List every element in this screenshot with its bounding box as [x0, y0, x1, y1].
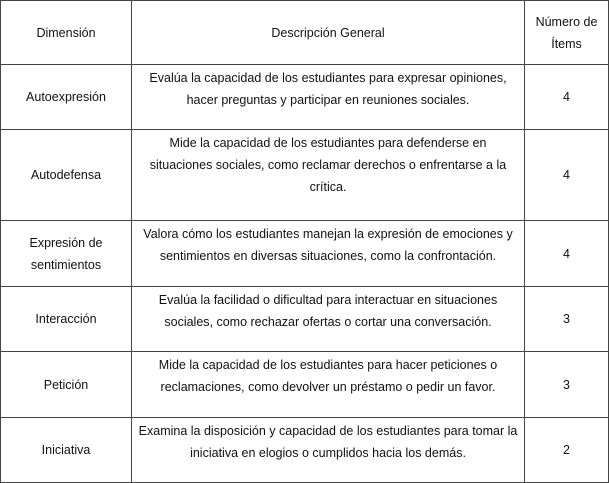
items-cell: 4	[525, 65, 609, 130]
dimension-cell: Autodefensa	[1, 130, 132, 221]
table-header-row	[1, 1, 609, 65]
description-cell: Evalúa la facilidad o dificultad para interactuar en situaciones sociales, como rechazar ofertas o cortar una conversación.	[132, 287, 525, 352]
header-dimension: Dimensión	[1, 1, 132, 65]
dimension-cell: Expresión de sentimientos	[1, 221, 132, 287]
dimension-cell: Interacción	[1, 287, 132, 352]
items-cell: 2	[525, 418, 609, 483]
table-row	[1, 287, 609, 352]
header-items: Número de Ítems	[525, 1, 609, 65]
items-cell: 4	[525, 130, 609, 221]
table-row	[1, 418, 609, 483]
items-cell: 4	[525, 221, 609, 287]
description-cell: Examina la disposición y capacidad de los estudiantes para tomar la iniciativa en elogios o cumplidos hacia los demás.	[132, 418, 525, 483]
items-cell: 3	[525, 352, 609, 418]
dimension-cell: Iniciativa	[1, 418, 132, 483]
description-cell: Mide la capacidad de los estudiantes para hacer peticiones o reclamaciones, como devolver un préstamo o pedir un favor.	[132, 352, 525, 418]
table-row	[1, 352, 609, 418]
dimension-cell: Autoexpresión	[1, 65, 132, 130]
dimension-cell: Petición	[1, 352, 132, 418]
description-cell: Mide la capacidad de los estudiantes para defenderse en situaciones sociales, como reclamar derechos o enfrentarse a la crítica.	[132, 130, 525, 221]
header-description: Descripción General	[132, 1, 525, 65]
table-row	[1, 221, 609, 287]
items-cell: 3	[525, 287, 609, 352]
description-cell: Valora cómo los estudiantes manejan la expresión de emociones y sentimientos en diversas situaciones, como la confrontación.	[132, 221, 525, 287]
table-row	[1, 65, 609, 130]
description-cell: Evalúa la capacidad de los estudiantes para expresar opiniones, hacer preguntas y participar en reuniones sociales.	[132, 65, 525, 130]
table-row	[1, 130, 609, 221]
